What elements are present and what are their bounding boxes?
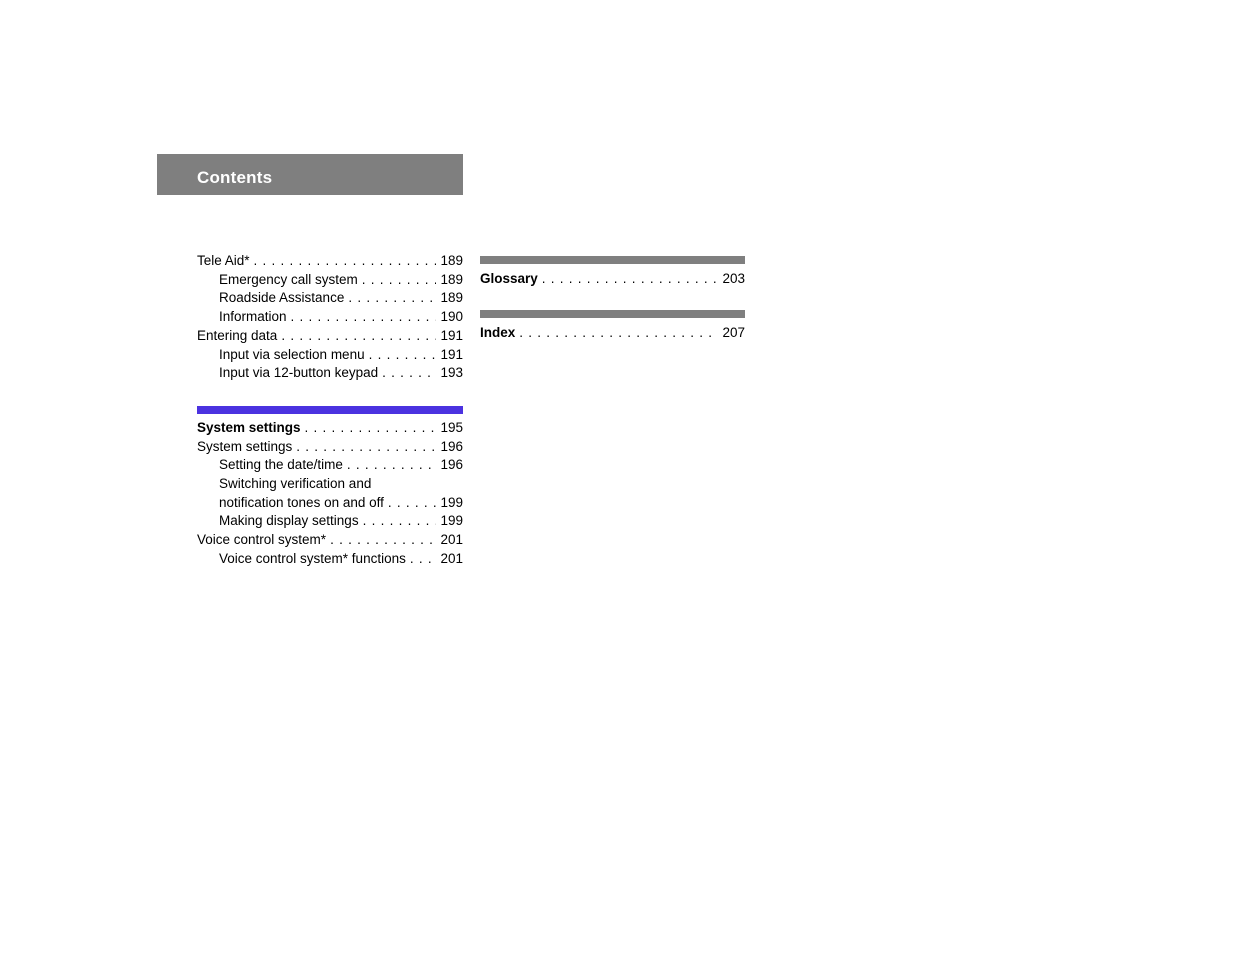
toc-entry-label: Emergency call system: [219, 271, 358, 287]
toc-section-label: System settings: [197, 419, 301, 435]
toc-entry-page: 190: [440, 309, 463, 325]
toc-entry-keypad[interactable]: [197, 364, 463, 383]
toc-entry-label: Input via selection menu: [219, 346, 365, 362]
toc-entry-label: Input via 12-button keypad: [219, 365, 379, 381]
toc-entry-roadside-assistance[interactable]: [197, 289, 463, 308]
toc-entry-page: 196: [440, 438, 463, 454]
toc-entry-page: 195: [440, 419, 463, 435]
toc-right-column: [480, 256, 745, 342]
toc-entry-label: Voice control system*: [197, 532, 327, 548]
toc-entry-selection-menu[interactable]: [197, 346, 463, 365]
page-title: Contents: [197, 168, 273, 187]
leader-dots: [519, 324, 718, 343]
leader-dots: [254, 252, 437, 271]
toc-entry-page: 191: [440, 327, 463, 343]
toc-entry-display-settings[interactable]: [197, 512, 463, 531]
toc-left-column: [197, 252, 463, 569]
toc-entry-voice-control[interactable]: [197, 531, 463, 550]
system-settings-section-bar: [197, 406, 463, 414]
toc-entry-label: System settings: [197, 438, 293, 454]
toc-entry-page: 201: [440, 550, 463, 566]
index-section-bar: [480, 310, 745, 318]
toc-entry-label: Making display settings: [219, 513, 359, 529]
leader-dots: [388, 494, 437, 513]
toc-entry-page: 203: [722, 271, 745, 286]
toc-entry-emergency-call[interactable]: [197, 271, 463, 290]
leader-dots: [410, 550, 437, 569]
toc-entry-entering-data[interactable]: [197, 327, 463, 346]
leader-dots: [369, 346, 437, 365]
toc-entry-page: 189: [440, 290, 463, 306]
leader-dots: [330, 531, 436, 550]
toc-section-label: Glossary: [480, 271, 538, 286]
toc-entry-label: Tele Aid*: [197, 253, 250, 268]
toc-entry-information[interactable]: [197, 308, 463, 327]
toc-entry-tele-aid[interactable]: [197, 252, 463, 271]
toc-entry-label: Setting the date/time: [219, 457, 343, 473]
toc-entry-page: 189: [440, 253, 463, 268]
toc-entry-voice-functions[interactable]: [197, 550, 463, 569]
leader-dots: [382, 364, 436, 383]
glossary-section-bar: [480, 256, 745, 264]
toc-entry-date-time[interactable]: [197, 456, 463, 475]
toc-entry-label: notification tones on and off: [219, 494, 384, 510]
toc-entry-system-settings[interactable]: [197, 438, 463, 457]
toc-entry-label: Information: [219, 309, 287, 325]
leader-dots: [347, 456, 437, 475]
leader-dots: [305, 419, 437, 438]
toc-entry-page: 189: [440, 271, 463, 287]
toc-entry-page: 191: [440, 346, 463, 362]
toc-section-system-settings[interactable]: [197, 419, 463, 438]
toc-entry-label: Voice control system* functions: [219, 550, 406, 566]
toc-entry-page: 207: [722, 324, 745, 340]
toc-entry-label: Entering data: [197, 327, 278, 343]
toc-entry-switching-tones[interactable]: [197, 494, 463, 513]
leader-dots: [281, 327, 436, 346]
leader-dots: [296, 438, 436, 457]
toc-entry-page: 193: [440, 365, 463, 381]
toc-section-index[interactable]: [480, 324, 745, 343]
toc-section-glossary[interactable]: [480, 270, 745, 289]
toc-entry-page: 201: [440, 532, 463, 548]
toc-entry-switching-line1[interactable]: Switching verification and: [219, 476, 372, 492]
leader-dots: [291, 308, 437, 327]
leader-dots: [362, 271, 437, 290]
toc-entry-page: 199: [440, 513, 463, 529]
leader-dots: [542, 270, 719, 289]
toc-entry-label: Roadside Assistance: [219, 290, 345, 306]
toc-entry-page: 199: [440, 494, 463, 510]
toc-entry-page: 196: [440, 457, 463, 473]
leader-dots: [348, 289, 436, 308]
leader-dots: [363, 512, 437, 531]
contents-header-bar: [157, 154, 463, 195]
toc-section-label: Index: [480, 324, 516, 340]
